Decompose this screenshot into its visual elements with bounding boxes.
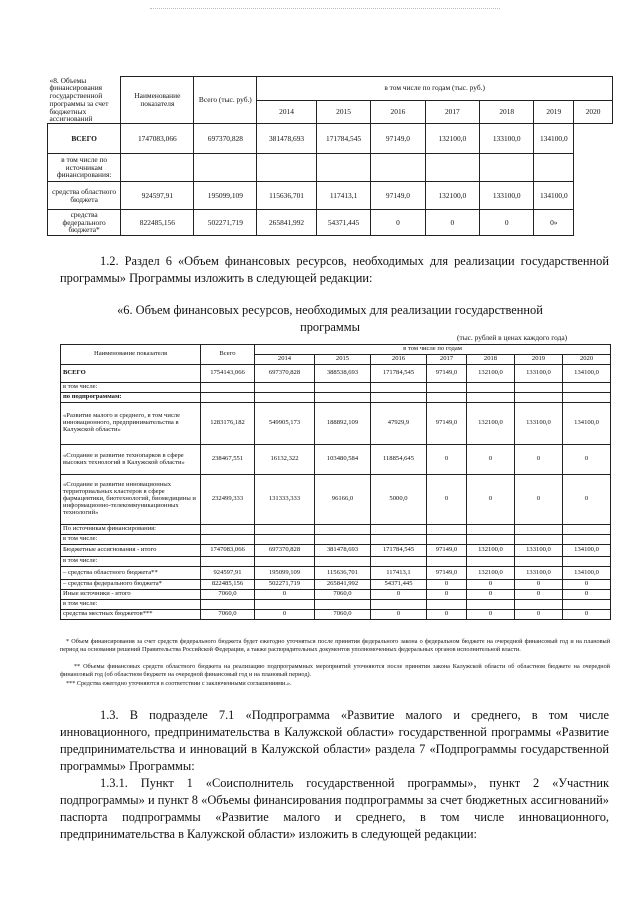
- main-table-row: [61, 567, 611, 580]
- main-table-row: [61, 580, 611, 590]
- main-row-value: [315, 535, 371, 545]
- main-row-value: 381478,693: [315, 545, 371, 557]
- main-row-value: 0: [563, 475, 611, 525]
- main-row-value: 0: [563, 445, 611, 475]
- main-row-value: [467, 535, 515, 545]
- main-row-total: [201, 600, 255, 610]
- main-row-total: [201, 535, 255, 545]
- main-row-value: 188892,109: [315, 403, 371, 445]
- main-table-row: [61, 383, 611, 393]
- row-total: 1747083,066: [121, 124, 194, 154]
- scan-artifact-line: [150, 8, 500, 9]
- main-row-value: 0: [371, 610, 427, 620]
- row-value: [257, 154, 317, 182]
- main-row-value: 171784,545: [371, 365, 427, 383]
- passport-table-row: [48, 210, 613, 236]
- footnote-3: *** Средства ежегодно уточняются в соответствии с заключенными соглашениями.».: [66, 680, 292, 687]
- row-label: в том числе по источникам финансирования:: [48, 154, 121, 182]
- main-row-value: [371, 525, 427, 535]
- col-header-total: Всего (тыс. руб.): [194, 77, 257, 124]
- passport-row-title: «8. Объемы финансирования государственной программы за счет бюджетных ассигнований: [49, 76, 109, 124]
- main-row-value: 133100,0: [515, 403, 563, 445]
- row-total: 822485,156: [121, 210, 194, 236]
- row-value: [425, 154, 479, 182]
- main-row-value: [467, 393, 515, 403]
- main-row-value: 697370,828: [255, 365, 315, 383]
- main-row-value: 0: [467, 610, 515, 620]
- row-value: 0: [371, 210, 425, 236]
- row-value: 134100,0: [534, 124, 574, 154]
- row-value: 265841,992: [257, 210, 317, 236]
- main-year-header-2019: 2019: [515, 355, 563, 365]
- main-row-value: 0: [255, 590, 315, 600]
- year-header-2017: 2017: [425, 100, 479, 124]
- row-value: 97149,0: [371, 182, 425, 210]
- main-row-value: 0: [427, 580, 467, 590]
- main-table-row: [61, 535, 611, 545]
- main-row-value: [467, 557, 515, 567]
- main-row-value: 0: [427, 445, 467, 475]
- main-row-value: [563, 600, 611, 610]
- main-row-value: 0: [563, 590, 611, 600]
- main-row-value: [371, 535, 427, 545]
- main-row-value: 0: [515, 610, 563, 620]
- main-table-row: [61, 365, 611, 383]
- main-row-value: [371, 557, 427, 567]
- main-row-value: 0: [467, 580, 515, 590]
- paragraph-1-3: 1.3. В подразделе 7.1 «Подпрограмма «Развитие малого и среднего, в том числе инновационного, предпринимательства в Калужской области» государственной программы «Развитие предпринимательства и инноваций в Калужской области» раздела 7 «Подпрограммы государственной программы» Программы:: [60, 708, 609, 773]
- main-row-value: [515, 600, 563, 610]
- row-value: 133100,0: [480, 124, 534, 154]
- passport-financing-table: [47, 76, 613, 236]
- row-value: 0»: [534, 210, 574, 236]
- main-row-value: [255, 600, 315, 610]
- passport-table-row: [48, 154, 613, 182]
- main-row-value: [255, 383, 315, 393]
- main-row-value: 132100,0: [467, 545, 515, 557]
- main-row-value: 0: [427, 590, 467, 600]
- col-header-name: Наименование показателя: [121, 77, 194, 124]
- main-row-value: 134100,0: [563, 567, 611, 580]
- main-col-header-name: Наименование показателя: [61, 345, 201, 365]
- main-row-value: 97149,0: [427, 403, 467, 445]
- row-value: [534, 154, 574, 182]
- main-row-value: 133100,0: [515, 545, 563, 557]
- main-table-row: [61, 445, 611, 475]
- main-row-label: «Развитие малого и среднего, в том числе инновационного, предпринимательства в Калужской области»: [61, 403, 201, 445]
- main-row-value: 0: [371, 590, 427, 600]
- main-row-value: [563, 535, 611, 545]
- main-row-total: 1747083,066: [201, 545, 255, 557]
- footnote-1: * Объем финансирования за счет средств федерального бюджета будет ежегодно уточняться после принятия федерального закона о федеральном бюджете на очередной финансовый год и на плановый период на основании решений Правительства Российской Федерации, а также распорядительных документов уполномоченных федеральных органов исполнительной власти.: [60, 638, 610, 653]
- main-row-value: 0: [515, 445, 563, 475]
- main-row-value: [467, 383, 515, 393]
- main-row-value: 117413,1: [371, 567, 427, 580]
- main-row-label: в том числе:: [61, 383, 201, 393]
- main-row-value: 7060,0: [315, 610, 371, 620]
- main-row-value: [427, 525, 467, 535]
- main-row-total: 1283176,182: [201, 403, 255, 445]
- main-row-label: – средства федерального бюджета*: [61, 580, 201, 590]
- main-row-value: [515, 557, 563, 567]
- main-row-value: 115636,701: [315, 567, 371, 580]
- main-row-value: [515, 383, 563, 393]
- main-row-value: [371, 383, 427, 393]
- year-header-2014: 2014: [257, 100, 317, 124]
- main-row-value: 0: [467, 590, 515, 600]
- units-note: (тыс. рублей в ценах каждого года): [457, 333, 568, 342]
- main-row-label: По источникам финансирования:: [61, 525, 201, 535]
- main-row-total: [201, 383, 255, 393]
- main-row-value: 47929,9: [371, 403, 427, 445]
- main-row-value: [467, 525, 515, 535]
- main-table-row: [61, 557, 611, 567]
- main-row-total: 1754143,066: [201, 365, 255, 383]
- main-row-value: 0: [515, 590, 563, 600]
- main-row-value: [515, 525, 563, 535]
- main-row-value: [427, 383, 467, 393]
- main-row-value: 16132,322: [255, 445, 315, 475]
- main-row-value: 132100,0: [467, 567, 515, 580]
- main-row-value: [563, 393, 611, 403]
- main-table-row: [61, 545, 611, 557]
- row-value: 0: [425, 210, 479, 236]
- main-row-total: [201, 525, 255, 535]
- main-row-label: «Создание и развитие технопарков в сфере высоких технологий в Калужской области»: [61, 445, 201, 475]
- year-header-2016: 2016: [371, 100, 425, 124]
- main-row-value: 0: [467, 475, 515, 525]
- main-row-value: 118854,645: [371, 445, 427, 475]
- main-row-value: [427, 393, 467, 403]
- main-row-value: 0: [427, 475, 467, 525]
- main-col-header-years: в том числе по годам: [255, 345, 611, 355]
- section-6-title: «6. Объем финансовых ресурсов, необходимых для реализации государственной программы: [117, 303, 543, 334]
- main-row-value: 5000,0: [371, 475, 427, 525]
- main-row-value: 54371,445: [371, 580, 427, 590]
- main-row-value: 97149,0: [427, 545, 467, 557]
- main-row-value: 171784,545: [371, 545, 427, 557]
- footnote-2: ** Объемы финансовых средств областного бюджета на реализацию подпрограммных мероприятий уточняются после принятия закона Калужской области об областном бюджете на очередной финансовый год (об областном бюджете на очередной финансовый год и на плановый период).: [60, 663, 610, 678]
- main-row-value: 697370,828: [255, 545, 315, 557]
- row-total: 924597,91: [121, 182, 194, 210]
- main-row-value: [315, 393, 371, 403]
- row-value: 97149,0: [371, 124, 425, 154]
- main-year-header-2016: 2016: [371, 355, 427, 365]
- main-row-value: 97149,0: [427, 365, 467, 383]
- row-value: 132100,0: [425, 182, 479, 210]
- main-row-total: [201, 557, 255, 567]
- main-row-label: в том числе:: [61, 600, 201, 610]
- main-row-value: 388538,693: [315, 365, 371, 383]
- row-label: средства областного бюджета: [48, 182, 121, 210]
- main-row-value: 133100,0: [515, 567, 563, 580]
- main-row-value: 134100,0: [563, 403, 611, 445]
- main-row-value: 131333,333: [255, 475, 315, 525]
- main-row-total: 7060,0: [201, 610, 255, 620]
- main-table-row: [61, 403, 611, 445]
- main-row-value: [563, 525, 611, 535]
- row-value: 132100,0: [425, 124, 479, 154]
- main-row-value: 103480,584: [315, 445, 371, 475]
- main-row-value: [255, 525, 315, 535]
- main-row-total: [201, 393, 255, 403]
- financial-resources-table: [60, 344, 611, 620]
- main-year-header-2020: 2020: [563, 355, 611, 365]
- main-row-label: по подпрограммам:: [61, 393, 201, 403]
- main-table-row: [61, 393, 611, 403]
- main-row-label: средства местных бюджетов***: [61, 610, 201, 620]
- main-table-row: [61, 590, 611, 600]
- main-row-value: 0: [563, 610, 611, 620]
- col-header-years: в том числе по годам (тыс. руб.): [257, 77, 613, 101]
- main-row-value: 0: [427, 610, 467, 620]
- main-row-value: 0: [515, 475, 563, 525]
- main-table-row: [61, 525, 611, 535]
- main-row-label: – средства областного бюджета**: [61, 567, 201, 580]
- main-row-value: [315, 383, 371, 393]
- main-row-label: «Создание и развитие инновационных территориальных кластеров в сфере фармацевтики, биотехнологий, биомедицины и информационно-телекоммуникационных технологий»: [61, 475, 201, 525]
- main-row-value: [255, 535, 315, 545]
- row-value: 0: [480, 210, 534, 236]
- row-value: [371, 154, 425, 182]
- row-value: 115636,701: [257, 182, 317, 210]
- main-row-value: 133100,0: [515, 365, 563, 383]
- year-header-2019: 2019: [534, 100, 574, 124]
- row-value: 54371,445: [316, 210, 370, 236]
- row-value: 195099,109: [194, 182, 257, 210]
- main-year-header-2015: 2015: [315, 355, 371, 365]
- main-year-header-2017: 2017: [427, 355, 467, 365]
- main-row-value: [427, 557, 467, 567]
- row-value: [194, 154, 257, 182]
- row-value: 381478,693: [257, 124, 317, 154]
- paragraph-1-2: 1.2. Раздел 6 «Объем финансовых ресурсов, необходимых для реализации государственной программы» Программы изложить в следующей редакции:: [60, 254, 609, 285]
- main-year-header-2014: 2014: [255, 355, 315, 365]
- paragraph-1-3-1: 1.3.1. Пункт 1 «Соисполнитель государственной программы», пункт 2 «Участник подпрограммы» и пункт 8 «Объемы финансирования подпрограммы за счет бюджетных ассигнований» паспорта подпрограммы «Развитие малого и среднего, в том числе инновационного, предпринимательства в Калужской области» изложить в следующей редакции:: [60, 776, 609, 841]
- main-row-value: 549905,173: [255, 403, 315, 445]
- main-row-value: [427, 535, 467, 545]
- main-row-total: 232499,333: [201, 475, 255, 525]
- row-value: 133100,0: [480, 182, 534, 210]
- main-row-label: ВСЕГО: [61, 365, 201, 383]
- main-row-value: [315, 525, 371, 535]
- year-header-2020: 2020: [574, 100, 613, 124]
- main-row-value: [515, 535, 563, 545]
- main-row-value: [255, 557, 315, 567]
- main-row-value: [515, 393, 563, 403]
- main-row-value: 134100,0: [563, 545, 611, 557]
- main-year-header-2018: 2018: [467, 355, 515, 365]
- row-value: [480, 154, 534, 182]
- main-table-row: [61, 475, 611, 525]
- main-row-value: [467, 600, 515, 610]
- main-row-total: 238467,551: [201, 445, 255, 475]
- row-value: 171784,545: [316, 124, 370, 154]
- main-row-value: [315, 600, 371, 610]
- row-value: 502271,719: [194, 210, 257, 236]
- main-row-value: [315, 557, 371, 567]
- main-row-value: [371, 393, 427, 403]
- main-row-label: Бюджетные ассигнования - итого: [61, 545, 201, 557]
- row-value: [316, 154, 370, 182]
- row-label: ВСЕГО: [48, 124, 121, 154]
- main-row-value: [255, 393, 315, 403]
- main-row-value: 96166,0: [315, 475, 371, 525]
- passport-table-row: [48, 182, 613, 210]
- main-row-total: 822485,156: [201, 580, 255, 590]
- year-header-2018: 2018: [480, 100, 534, 124]
- main-row-label: в том числе:: [61, 535, 201, 545]
- main-row-value: 134100,0: [563, 365, 611, 383]
- main-row-value: 132100,0: [467, 403, 515, 445]
- main-row-value: 195099,109: [255, 567, 315, 580]
- row-label: средства федерального бюджета*: [48, 210, 121, 236]
- main-row-value: 0: [467, 445, 515, 475]
- main-row-value: 97149,0: [427, 567, 467, 580]
- main-row-value: [427, 600, 467, 610]
- main-row-label: в том числе:: [61, 557, 201, 567]
- main-row-value: 0: [515, 580, 563, 590]
- main-row-value: [563, 383, 611, 393]
- main-row-value: 0: [255, 610, 315, 620]
- row-value: 117413,1: [316, 182, 370, 210]
- main-row-value: 502271,719: [255, 580, 315, 590]
- main-row-total: 924597,91: [201, 567, 255, 580]
- main-table-row: [61, 600, 611, 610]
- main-row-value: 265841,992: [315, 580, 371, 590]
- row-value: 134100,0: [534, 182, 574, 210]
- main-row-label: Иные источники - итого: [61, 590, 201, 600]
- main-table-row: [61, 610, 611, 620]
- row-total: [121, 154, 194, 182]
- year-header-2015: 2015: [316, 100, 370, 124]
- row-value: 697370,828: [194, 124, 257, 154]
- main-row-value: 0: [563, 580, 611, 590]
- main-row-value: [563, 557, 611, 567]
- main-row-value: 132100,0: [467, 365, 515, 383]
- main-col-header-total: Всего: [201, 345, 255, 365]
- main-row-value: [371, 600, 427, 610]
- passport-table-row: [48, 124, 613, 154]
- main-row-value: 7060,0: [315, 590, 371, 600]
- main-row-total: 7060,0: [201, 590, 255, 600]
